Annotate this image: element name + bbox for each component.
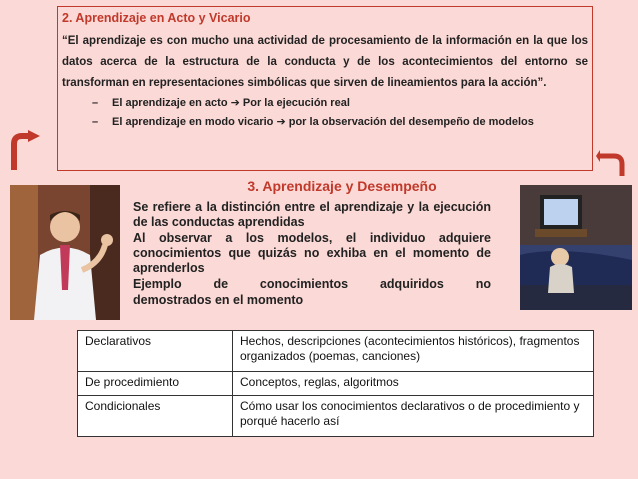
table-cell-desc: Hechos, descripciones (acontecimientos históricos), fragmentos organizados (poemas, canciones) <box>233 331 594 372</box>
learning-types-list <box>62 94 588 132</box>
table-cell-desc: Conceptos, reglas, algoritmos <box>233 372 594 396</box>
list-item <box>92 113 588 132</box>
arrow-icon: ➔ <box>230 97 240 109</box>
bullet-lead: El aprendizaje en acto <box>112 97 228 109</box>
curved-arrow-right-icon <box>596 150 630 176</box>
bullet-lead: El aprendizaje en modo vicario <box>112 116 274 128</box>
table-cell-type: De procedimiento <box>78 372 233 396</box>
table-cell-desc: Cómo usar los conocimientos declarativos o de procedimiento y porqué hacerlo así <box>233 396 594 437</box>
bullet-tail: por la observación del desempeño de modelos <box>288 116 534 128</box>
section2-title: 2. Aprendizaje en Acto y Vicario <box>62 11 251 25</box>
table-cell-type: Declarativos <box>78 331 233 372</box>
curved-arrow-left-icon <box>8 130 42 170</box>
knowledge-types-table <box>77 330 594 437</box>
list-item <box>92 94 588 113</box>
section3-paragraph: Al observar a los modelos, el individuo adquiere conocimientos que quizás no exhiba en el momento de aprenderlos <box>133 231 491 275</box>
bullet-dash: – <box>92 116 99 128</box>
section3-paragraph: demostrados en el momento <box>133 293 304 307</box>
section3-paragraph: Ejemplo de conocimientos adquiridos no <box>133 277 491 291</box>
section3-paragraph: Se refiere a la distinción entre el aprendizaje y la ejecución de las conductas aprendidas <box>133 200 491 229</box>
table-row <box>78 331 594 372</box>
child-tv-photo <box>520 185 632 310</box>
boy-photo <box>10 185 120 320</box>
table-cell-type: Condicionales <box>78 396 233 437</box>
section3 <box>133 178 491 309</box>
top-box <box>57 6 593 171</box>
section3-heading: 3. Aprendizaje y Desempeño <box>247 178 437 194</box>
table-row <box>78 372 594 396</box>
bullet-dash: – <box>92 97 99 109</box>
bullet-tail: Por la ejecución real <box>242 97 350 109</box>
arrow-icon: ➔ <box>276 116 286 128</box>
table-row <box>78 396 594 437</box>
learning-quote: “El aprendizaje es con mucho una actividad de procesamiento de la información en la que los datos acerca de la estructura de la conducta y de los acontecimientos del entorno se transforman en representaciones simbólicas que sirven de lineamientos para la acción”. <box>62 35 588 89</box>
